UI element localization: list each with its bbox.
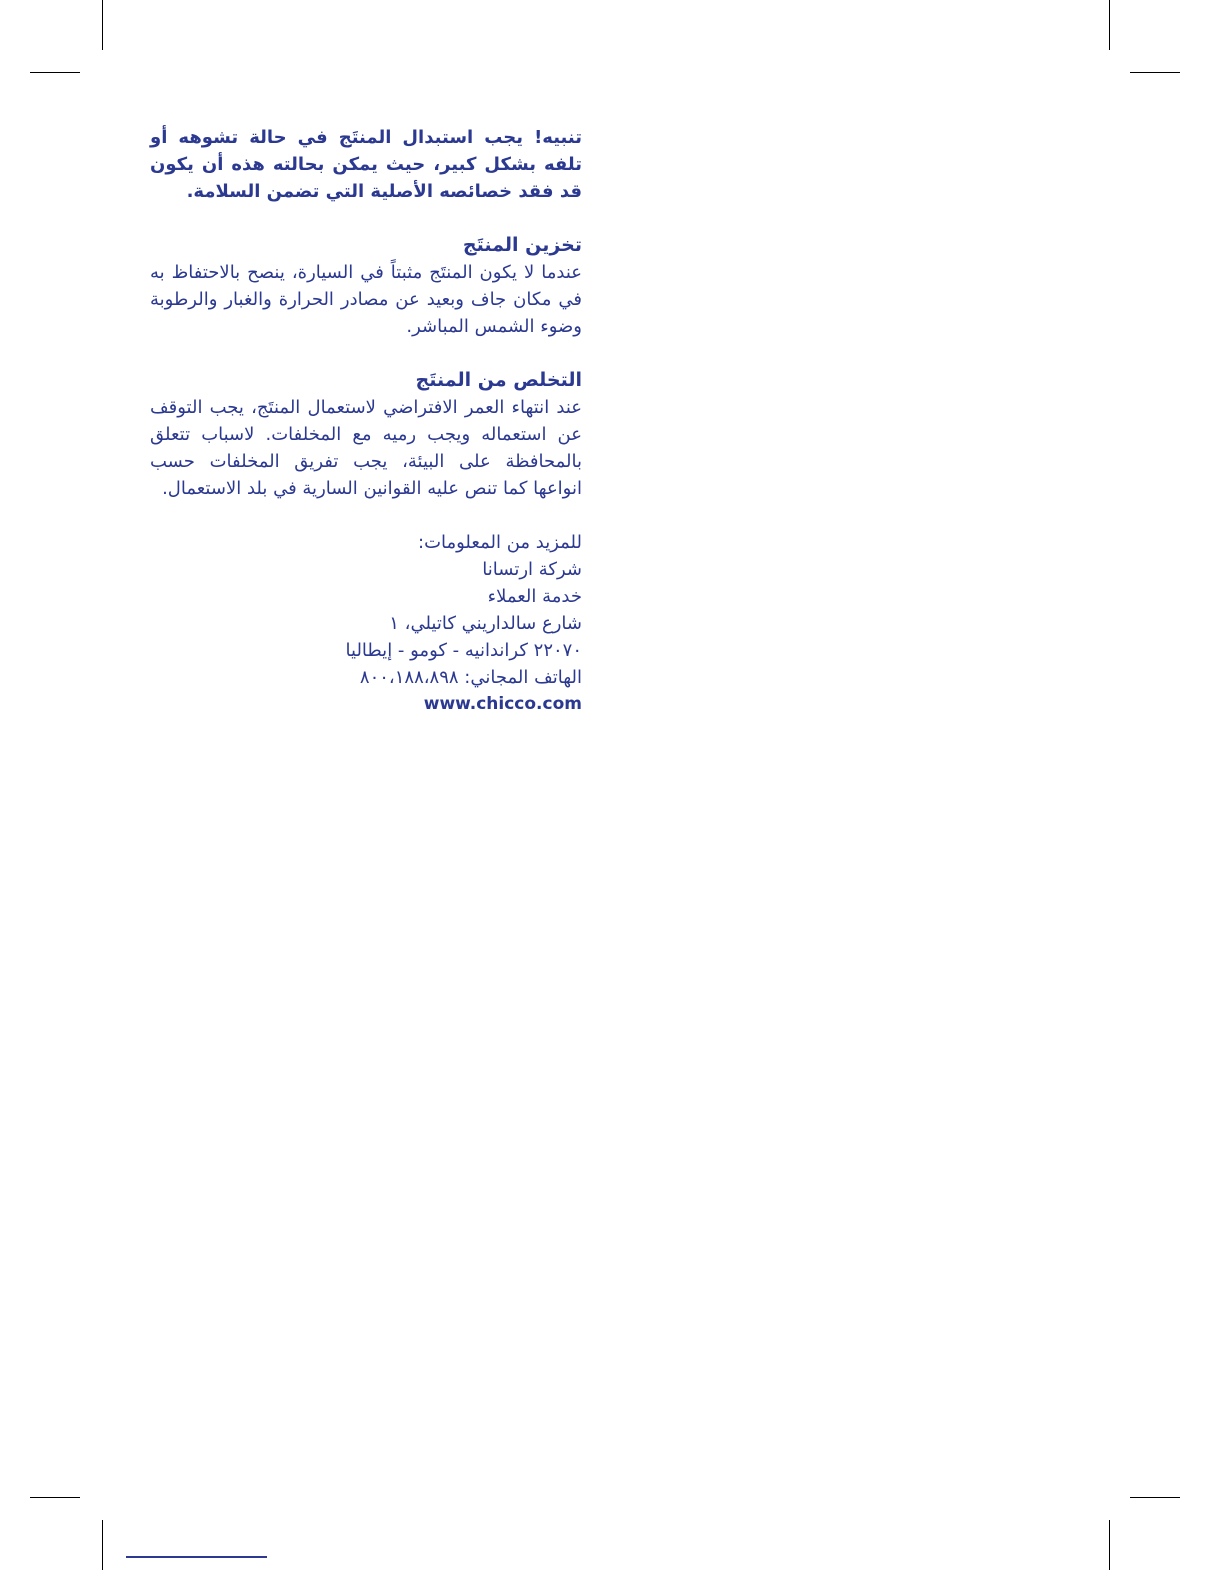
company-name: شركة ارتسانا — [482, 559, 582, 580]
contact-block — [150, 529, 582, 718]
document-body — [150, 124, 582, 718]
contact-intro: للمزيد من المعلومات: — [418, 532, 582, 553]
crop-mark-bottom-right — [1130, 1497, 1180, 1498]
crop-mark-top-left — [30, 72, 80, 73]
toll-free-phone: الهاتف المجاني: ٨٠٠،١٨٨،٨٩٨ — [359, 667, 582, 688]
crop-mark-top-right — [1109, 0, 1110, 50]
crop-mark-top-right — [1130, 72, 1180, 73]
crop-mark-top-left — [102, 0, 103, 50]
crop-mark-bottom-left — [30, 1497, 80, 1498]
warning-paragraph: تنبيه! يجب استبدال المنتَج في حالة تشوهه أو تلفه بشكل كبير، حيث يمكن بحالته هذه أن يكون قد فقد خصائصه الأصلية التي تضمن السلامة. — [150, 127, 582, 202]
city-address: ٢٢٠٧٠ كراندانيه - كومو - إيطاليا — [345, 640, 582, 661]
bottom-rule — [126, 1556, 267, 1558]
website-link[interactable]: www.chicco.com — [423, 694, 582, 714]
disposal-paragraph: عند انتهاء العمر الافتراضي لاستعمال المنتَج، يجب التوقف عن استعماله ويجب رميه مع المخلفات. لاسباب تتعلق بالمحافظة على البيئة، يجب تفريق المخلفات حسب انواعها كما تنص عليه القوانين السارية في بلد الاستعمال. — [150, 397, 582, 499]
crop-mark-bottom-left — [102, 1520, 103, 1570]
crop-mark-bottom-right — [1109, 1520, 1110, 1570]
customer-service: خدمة العملاء — [487, 586, 582, 607]
storage-paragraph: عندما لا يكون المنتَج مثبتاً في السيارة، ينصح بالاحتفاظ به في مكان جاف وبعيد عن مصادر الحرارة والغبار والرطوبة وضوء الشمس المباشر. — [150, 262, 582, 337]
disposal-section — [150, 367, 582, 502]
storage-section — [150, 232, 582, 340]
disposal-heading: التخلص من المنتَج — [415, 369, 582, 391]
street-address: شارع سالداريني كاتيلي، ١ — [389, 613, 582, 634]
storage-heading: تخزين المنتَج — [462, 234, 582, 256]
